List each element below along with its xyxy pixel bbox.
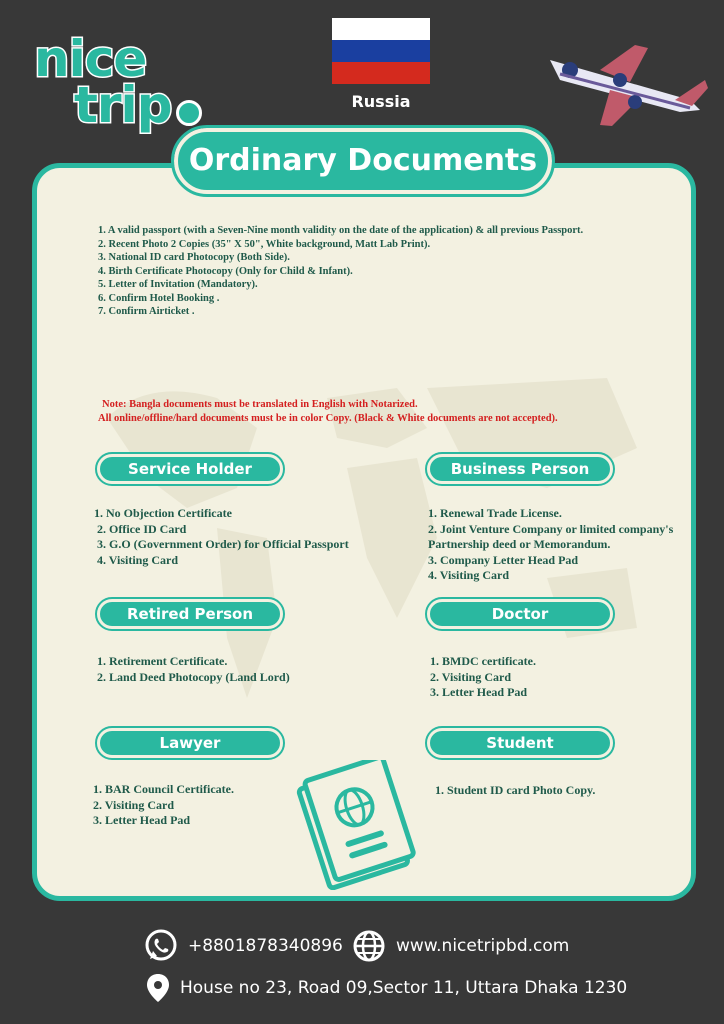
- list-item: 3. National ID card Photocopy (Both Side).: [98, 252, 290, 263]
- nicetrip-logo: [30, 30, 200, 140]
- location-pin-icon: [146, 973, 170, 1003]
- list-item: 3. Letter Head Pad: [430, 685, 528, 699]
- list-item: 4. Visiting Card: [428, 568, 510, 582]
- lawyer-list: [93, 782, 234, 829]
- section-lawyer: Lawyer: [97, 728, 283, 758]
- service-holder-list: [94, 506, 349, 568]
- list-item: 2. Office ID Card: [97, 521, 187, 536]
- contact-footer: [0, 925, 724, 1015]
- logo-text-line2: trip: [74, 76, 172, 134]
- list-item: Partnership deed or Memorandum.: [428, 537, 611, 551]
- passport-icon: [290, 760, 420, 890]
- list-item: 2. Visiting Card: [93, 797, 175, 812]
- section-service-holder: Service Holder: [97, 454, 283, 484]
- list-item: 1. Renewal Trade License.: [428, 506, 562, 520]
- ordinary-documents-list: [98, 224, 583, 319]
- country-name: Russia: [351, 92, 411, 111]
- russia-flag: [332, 18, 430, 84]
- address-row: [146, 973, 627, 1003]
- phone-row: [144, 929, 343, 963]
- whatsapp-icon: [144, 929, 178, 963]
- list-item: 1. Student ID card Photo Copy.: [435, 783, 596, 797]
- list-item: 2. Joint Venture Company or limited company's: [428, 521, 674, 536]
- list-item: 3. Letter Head Pad: [93, 813, 191, 827]
- list-item: 1. BAR Council Certificate.: [93, 782, 234, 796]
- section-retired-person: Retired Person: [97, 599, 283, 629]
- section-business-person: Business Person: [427, 454, 613, 484]
- list-item: 1. Retirement Certificate.: [97, 654, 228, 668]
- list-item: 2. Land Deed Photocopy (Land Lord): [97, 669, 290, 684]
- list-item: 4. Visiting Card: [97, 552, 179, 567]
- list-item: 5. Letter of Invitation (Mandatory).: [98, 279, 258, 290]
- student-list: [435, 783, 595, 799]
- list-item: 1. BMDC certificate.: [430, 654, 536, 668]
- section-doctor: Doctor: [427, 599, 613, 629]
- list-item: 2. Recent Photo 2 Copies (35" X 50", White background, Matt Lab Print).: [98, 238, 431, 250]
- list-item: 2. Visiting Card: [430, 669, 512, 684]
- logo-pin-icon: [176, 100, 202, 126]
- note-line: Note: Bangla documents must be translated in English with Notarized.: [102, 399, 418, 410]
- list-item: 3. G.O (Government Order) for Official Passport: [97, 537, 349, 551]
- business-person-list: [428, 506, 673, 584]
- logo-text-line1: nice: [34, 30, 147, 88]
- doctor-list: [430, 654, 536, 701]
- note-line: All online/offline/hard documents must be in color Copy. (Black & White documents are not accepted).: [98, 413, 558, 424]
- phone-number: +8801878340896: [188, 936, 343, 956]
- address-text: House no 23, Road 09,Sector 11, Uttara Dhaka 1230: [180, 978, 628, 998]
- airplane-icon: [540, 40, 710, 130]
- page-title: Ordinary Documents: [174, 128, 552, 194]
- list-item: 1. No Objection Certificate: [94, 506, 232, 520]
- section-student: Student: [427, 728, 613, 758]
- retired-person-list: [97, 654, 290, 685]
- website-row: [352, 929, 569, 963]
- list-item: 1. A valid passport (with a Seven-Nine month validity on the date of the application) & all previous Passport.: [98, 225, 584, 236]
- translation-note: [98, 398, 558, 426]
- list-item: 6. Confirm Hotel Booking .: [98, 292, 220, 304]
- list-item: 7. Confirm Airticket .: [98, 306, 195, 317]
- globe-icon: [352, 929, 386, 963]
- website-link[interactable]: www.nicetripbd.com: [396, 936, 570, 956]
- list-item: 4. Birth Certificate Photocopy (Only for Child & Infant).: [98, 265, 353, 277]
- list-item: 3. Company Letter Head Pad: [428, 552, 579, 567]
